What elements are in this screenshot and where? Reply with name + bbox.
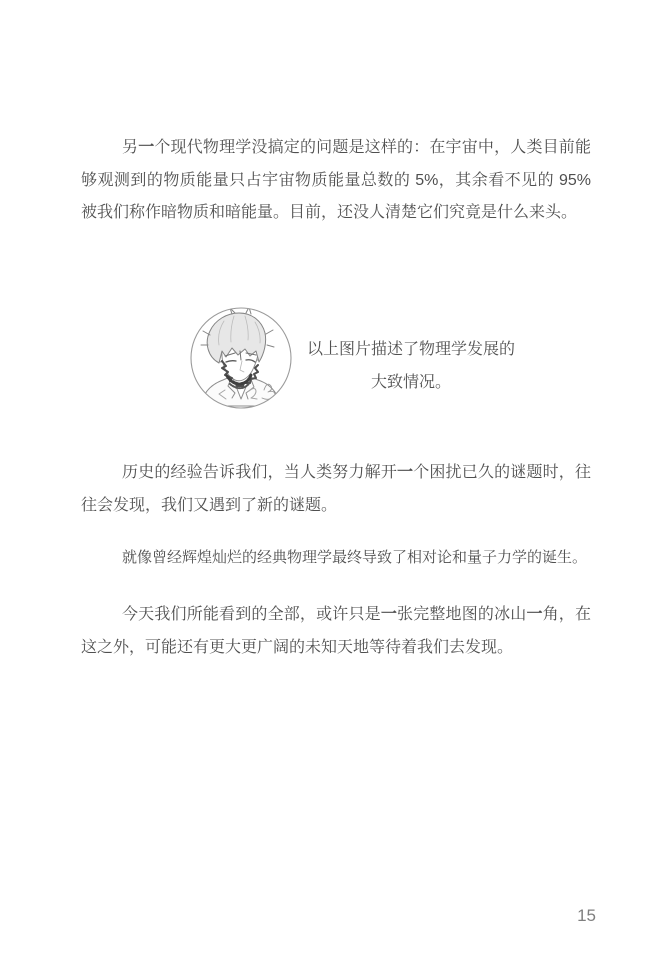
paragraph-history-lesson: 历史的经验告诉我们，当人类努力解开一个困扰已久的谜题时，往往会发现，我们又遇到了新的谜题。 <box>81 464 591 514</box>
paragraph-classical-physics: 就像曾经辉煌灿烂的经典物理学最终导致了相对论和量子力学的诞生。 <box>122 549 588 566</box>
author-avatar <box>189 306 293 410</box>
figure-caption: 以上图片描述了物理学发展的大致情况。 <box>306 341 515 391</box>
sketch-portrait-icon <box>189 306 293 410</box>
paragraph-dark-matter: 另一个现代物理学没搞定的问题是这样的：在宇宙中，人类目前能够观测到的物质能量只占宇宙物质能量总数的 5%，其余看不见的 95%被我们称作暗物质和暗能量。目前，还没人清楚它们究竟是什么来头。 <box>81 139 591 221</box>
page-number: 15 <box>577 906 596 925</box>
paragraph-iceberg-map: 今天我们所能看到的全部，或许只是一张完整地图的冰山一角，在这之外，可能还有更大更广阔的未知天地等待着我们去发现。 <box>81 606 591 656</box>
